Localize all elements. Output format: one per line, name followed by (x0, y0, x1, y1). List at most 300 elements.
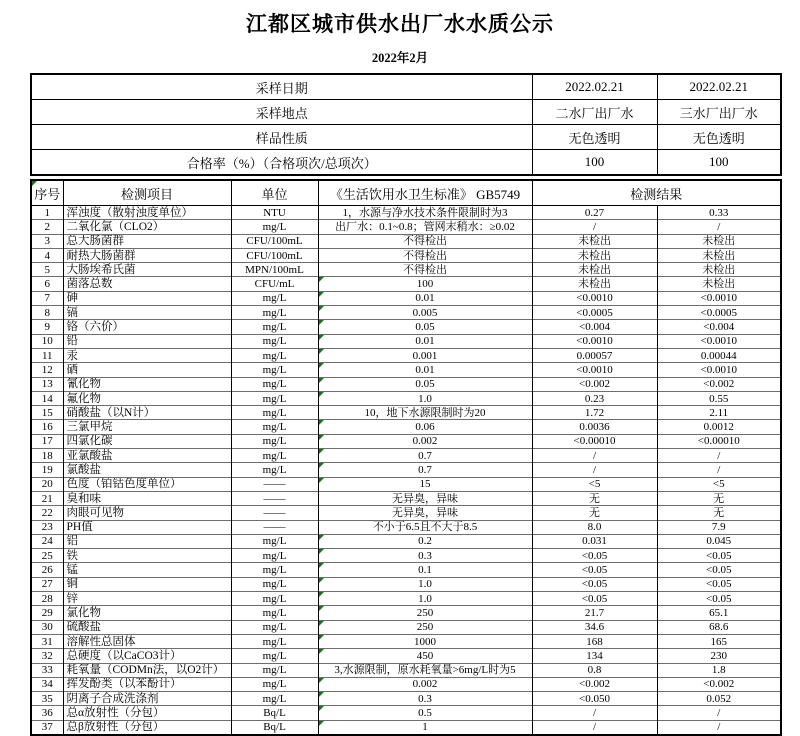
row-result-plant2: 34.6 (532, 620, 657, 634)
row-result-plant3: 0.052 (657, 692, 781, 706)
info-row (31, 74, 781, 100)
excel-flag-icon (319, 478, 324, 483)
row-unit: mg/L (231, 606, 318, 620)
row-result-plant2: <0.0005 (532, 306, 657, 320)
row-item: 硝酸盐（以N计） (63, 406, 231, 420)
column-header-row (31, 180, 781, 206)
row-result-plant3: <0.004 (657, 320, 781, 334)
column-header-no-label: 序号 (34, 186, 61, 202)
row-unit: mg/L (231, 577, 318, 591)
excel-flag-icon (319, 606, 324, 611)
row-result-plant2: <0.0010 (532, 334, 657, 348)
row-unit: —— (231, 477, 318, 491)
row-result-plant3: <0.00010 (657, 434, 781, 448)
info-label: 采样日期 (31, 74, 532, 100)
row-result-plant3: 0.55 (657, 391, 781, 405)
row-unit: mg/L (231, 334, 318, 348)
row-item: 铁 (63, 549, 231, 563)
excel-flag-icon (319, 635, 324, 640)
row-result-plant3: <0.05 (657, 563, 781, 577)
row-result-plant3: 230 (657, 649, 781, 663)
row-unit: —— (231, 491, 318, 505)
row-item: 耗氧量（CODMn法，以O2计） (63, 663, 231, 677)
row-result-plant2: <0.004 (532, 320, 657, 334)
row-unit: mg/L (231, 377, 318, 391)
info-label: 合格率（%）（合格项次/总项次） (31, 150, 532, 176)
excel-flag-icon (319, 420, 324, 425)
row-item: 色度（铂钴色度单位） (63, 477, 231, 491)
row-unit: mg/L (231, 220, 318, 234)
excel-flag-icon (319, 306, 324, 311)
row-standard: 0.1 (318, 563, 532, 577)
row-standard: 0.002 (318, 434, 532, 448)
info-value-plant3: 三水厂出厂水 (657, 100, 781, 125)
row-result-plant2: <0.05 (532, 577, 657, 591)
table-row (31, 606, 781, 620)
row-standard: 无异臭，异味 (318, 506, 532, 520)
row-unit: mg/L (231, 549, 318, 563)
column-header-no (31, 180, 63, 206)
row-no: 32 (31, 649, 63, 663)
row-result-plant2: 无 (532, 491, 657, 505)
row-result-plant3: 65.1 (657, 606, 781, 620)
row-result-plant2: 未检出 (532, 263, 657, 277)
row-result-plant2: 134 (532, 649, 657, 663)
row-result-plant3: 未检出 (657, 277, 781, 291)
excel-flag-icon (319, 678, 324, 683)
row-result-plant2: <0.05 (532, 549, 657, 563)
column-header-result: 检测结果 (532, 180, 781, 206)
table-row (31, 420, 781, 434)
row-standard: 0.3 (318, 692, 532, 706)
row-standard: 1.0 (318, 577, 532, 591)
row-result-plant2: 0.00057 (532, 348, 657, 362)
row-standard: 0.7 (318, 449, 532, 463)
row-unit: mg/L (231, 306, 318, 320)
row-result-plant3: / (657, 449, 781, 463)
row-no: 18 (31, 449, 63, 463)
table-row (31, 592, 781, 606)
table-row (31, 377, 781, 391)
row-standard: 450 (318, 649, 532, 663)
row-standard: 1.0 (318, 391, 532, 405)
excel-flag-icon (319, 378, 324, 383)
row-result-plant3: / (657, 220, 781, 234)
excel-flag-icon (319, 649, 324, 654)
excel-flag-icon (319, 392, 324, 397)
row-item: 汞 (63, 348, 231, 362)
table-row (31, 391, 781, 405)
table-row (31, 291, 781, 305)
row-standard: 0.002 (318, 677, 532, 691)
row-standard: 0.01 (318, 363, 532, 377)
info-value-plant3: 2022.02.21 (657, 74, 781, 100)
table-row (31, 649, 781, 663)
row-item: 镉 (63, 306, 231, 320)
row-item: 浑浊度（散射浊度单位） (63, 206, 231, 220)
table-row (31, 563, 781, 577)
row-result-plant3: <0.0005 (657, 306, 781, 320)
row-standard: 不得检出 (318, 234, 532, 248)
table-row (31, 634, 781, 648)
table-row (31, 534, 781, 548)
row-result-plant3: <0.002 (657, 677, 781, 691)
row-no: 6 (31, 277, 63, 291)
row-result-plant3: 0.33 (657, 206, 781, 220)
row-no: 13 (31, 377, 63, 391)
info-label: 采样地点 (31, 100, 532, 125)
row-unit: CFU/100mL (231, 234, 318, 248)
row-no: 27 (31, 577, 63, 591)
sample-info-table (30, 73, 782, 176)
excel-flag-icon (319, 435, 324, 440)
row-result-plant2: 无 (532, 506, 657, 520)
row-item: 氟化物 (63, 391, 231, 405)
row-no: 19 (31, 463, 63, 477)
row-result-plant2: 0.0036 (532, 420, 657, 434)
row-no: 28 (31, 592, 63, 606)
row-standard: 出厂水：0.1~0.8；管网末稍水：≥0.02 (318, 220, 532, 234)
table-row (31, 363, 781, 377)
excel-flag-icon (319, 721, 324, 726)
excel-flag-icon (319, 592, 324, 597)
table-row (31, 348, 781, 362)
row-no: 29 (31, 606, 63, 620)
row-item: 锰 (63, 563, 231, 577)
row-no: 9 (31, 320, 63, 334)
row-unit: NTU (231, 206, 318, 220)
row-unit: mg/L (231, 320, 318, 334)
info-value-plant3: 100 (657, 150, 781, 176)
results-table (30, 179, 782, 736)
row-result-plant3: 未检出 (657, 234, 781, 248)
row-result-plant2: <0.050 (532, 692, 657, 706)
row-result-plant3: 165 (657, 634, 781, 648)
row-result-plant2: / (532, 449, 657, 463)
row-result-plant3: 0.0012 (657, 420, 781, 434)
row-item: 铬（六价） (63, 320, 231, 334)
row-item: 挥发酚类（以苯酚计） (63, 677, 231, 691)
row-result-plant3: <0.0010 (657, 291, 781, 305)
column-header-unit: 单位 (231, 180, 318, 206)
row-item: 三氯甲烷 (63, 420, 231, 434)
table-row (31, 277, 781, 291)
row-result-plant2: 0.27 (532, 206, 657, 220)
row-no: 15 (31, 406, 63, 420)
row-no: 26 (31, 563, 63, 577)
row-item: 肉眼可见物 (63, 506, 231, 520)
row-result-plant2: 0.031 (532, 534, 657, 548)
info-label: 样品性质 (31, 125, 532, 150)
row-result-plant3: <5 (657, 477, 781, 491)
row-unit: mg/L (231, 406, 318, 420)
table-row (31, 463, 781, 477)
row-standard: 10，地下水源限制时为20 (318, 406, 532, 420)
row-result-plant2: 未检出 (532, 248, 657, 262)
excel-flag-icon (319, 621, 324, 626)
row-unit: mg/L (231, 677, 318, 691)
row-item: 四氯化碳 (63, 434, 231, 448)
row-no: 7 (31, 291, 63, 305)
table-row (31, 434, 781, 448)
row-unit: Bq/L (231, 706, 318, 720)
excel-flag-icon (319, 320, 324, 325)
row-item: 氯化物 (63, 606, 231, 620)
table-row (31, 677, 781, 691)
row-result-plant3: <0.05 (657, 577, 781, 591)
row-unit: mg/L (231, 649, 318, 663)
row-result-plant2: 未检出 (532, 277, 657, 291)
table-row (31, 577, 781, 591)
row-unit: mg/L (231, 663, 318, 677)
row-result-plant2: <0.0010 (532, 291, 657, 305)
row-result-plant2: <0.002 (532, 377, 657, 391)
row-no: 35 (31, 692, 63, 706)
row-standard: 无异臭，异味 (318, 491, 532, 505)
table-row (31, 549, 781, 563)
excel-flag-icon (319, 363, 324, 368)
row-item: 耐热大肠菌群 (63, 248, 231, 262)
row-result-plant2: / (532, 220, 657, 234)
table-row (31, 206, 781, 220)
excel-flag-icon (319, 277, 324, 282)
row-no: 34 (31, 677, 63, 691)
row-unit: mg/L (231, 291, 318, 305)
row-result-plant2: <0.0010 (532, 363, 657, 377)
row-result-plant3: 0.00044 (657, 348, 781, 362)
row-unit: mg/L (231, 391, 318, 405)
row-item: 铅 (63, 334, 231, 348)
row-result-plant2: 1.72 (532, 406, 657, 420)
row-item: 大肠埃希氏菌 (63, 263, 231, 277)
excel-flag-icon (319, 549, 324, 554)
table-row (31, 477, 781, 491)
info-row (31, 150, 781, 176)
row-item: 氰化物 (63, 377, 231, 391)
row-unit: mg/L (231, 634, 318, 648)
row-result-plant3: 无 (657, 491, 781, 505)
row-unit: mg/L (231, 692, 318, 706)
row-no: 1 (31, 206, 63, 220)
row-no: 23 (31, 520, 63, 534)
table-row (31, 234, 781, 248)
row-item: 总硬度（以CaCO3计） (63, 649, 231, 663)
row-result-plant2: / (532, 463, 657, 477)
row-no: 30 (31, 620, 63, 634)
row-standard: 0.05 (318, 320, 532, 334)
row-unit: mg/L (231, 563, 318, 577)
row-result-plant3: <0.05 (657, 592, 781, 606)
row-result-plant3: 无 (657, 506, 781, 520)
row-item: 溶解性总固体 (63, 634, 231, 648)
row-no: 31 (31, 634, 63, 648)
row-item: 亚氯酸盐 (63, 449, 231, 463)
table-row (31, 220, 781, 234)
row-result-plant3: <0.002 (657, 377, 781, 391)
row-item: 氯酸盐 (63, 463, 231, 477)
row-standard: 0.005 (318, 306, 532, 320)
page-title: 江都区城市供水出厂水水质公示 (246, 12, 554, 36)
table-row (31, 692, 781, 706)
row-unit: CFU/mL (231, 277, 318, 291)
row-standard: 0.05 (318, 377, 532, 391)
row-result-plant2: 0.8 (532, 663, 657, 677)
row-standard: 0.3 (318, 549, 532, 563)
row-no: 12 (31, 363, 63, 377)
row-no: 16 (31, 420, 63, 434)
row-result-plant3: 68.6 (657, 620, 781, 634)
table-row (31, 248, 781, 262)
row-result-plant2: <0.05 (532, 592, 657, 606)
row-result-plant2: <0.05 (532, 563, 657, 577)
row-standard: 不得检出 (318, 263, 532, 277)
row-standard: 100 (318, 277, 532, 291)
row-item: 硒 (63, 363, 231, 377)
row-unit: mg/L (231, 534, 318, 548)
table-row (31, 334, 781, 348)
row-unit: mg/L (231, 363, 318, 377)
row-item: 砷 (63, 291, 231, 305)
info-value-plant2: 100 (532, 150, 657, 176)
excel-flag-icon (319, 692, 324, 697)
table-row (31, 263, 781, 277)
row-result-plant3: <0.0010 (657, 363, 781, 377)
column-header-item: 检测项目 (63, 180, 231, 206)
row-result-plant2: <0.002 (532, 677, 657, 691)
table-row (31, 491, 781, 505)
row-standard: 15 (318, 477, 532, 491)
excel-flag-icon (319, 463, 324, 468)
excel-flag-icon (319, 535, 324, 540)
row-standard: 0.2 (318, 534, 532, 548)
report-month: 2022年2月 (371, 51, 429, 65)
row-item: 铜 (63, 577, 231, 591)
row-standard: 250 (318, 606, 532, 620)
row-unit: CFU/100mL (231, 248, 318, 262)
row-result-plant2: <5 (532, 477, 657, 491)
table-row (31, 620, 781, 634)
table-row (31, 306, 781, 320)
row-standard: 0.7 (318, 463, 532, 477)
row-no: 14 (31, 391, 63, 405)
table-row (31, 520, 781, 534)
table-row (31, 720, 781, 735)
table-row (31, 320, 781, 334)
row-unit: mg/L (231, 463, 318, 477)
excel-flag-icon (32, 181, 37, 186)
row-standard: 不得检出 (318, 248, 532, 262)
row-item: 阴离子合成洗涤剂 (63, 692, 231, 706)
table-wrapper (30, 73, 780, 736)
excel-flag-icon (319, 349, 324, 354)
row-unit: Bq/L (231, 720, 318, 735)
row-unit: —— (231, 506, 318, 520)
info-value-plant2: 二水厂出厂水 (532, 100, 657, 125)
row-item: 总β放射性（分包） (63, 720, 231, 735)
row-no: 37 (31, 720, 63, 735)
row-result-plant2: 168 (532, 634, 657, 648)
row-unit: mg/L (231, 420, 318, 434)
row-item: 臭和味 (63, 491, 231, 505)
excel-flag-icon (319, 292, 324, 297)
row-result-plant2: <0.00010 (532, 434, 657, 448)
table-row (31, 663, 781, 677)
row-item: 锌 (63, 592, 231, 606)
row-no: 36 (31, 706, 63, 720)
info-value-plant3: 无色透明 (657, 125, 781, 150)
row-result-plant3: / (657, 720, 781, 735)
row-standard: 1 (318, 720, 532, 735)
row-item: 硫酸盐 (63, 620, 231, 634)
row-result-plant2: 21.7 (532, 606, 657, 620)
row-no: 20 (31, 477, 63, 491)
row-unit: mg/L (231, 620, 318, 634)
row-item: 总α放射性（分包） (63, 706, 231, 720)
row-result-plant3: 1.8 (657, 663, 781, 677)
excel-flag-icon (319, 706, 324, 711)
row-item: 铝 (63, 534, 231, 548)
row-result-plant3: 0.045 (657, 534, 781, 548)
row-standard: 1.0 (318, 592, 532, 606)
row-standard: 1000 (318, 634, 532, 648)
row-no: 3 (31, 234, 63, 248)
row-result-plant3: 7.9 (657, 520, 781, 534)
row-item: 总大肠菌群 (63, 234, 231, 248)
row-standard: 250 (318, 620, 532, 634)
row-item: 菌落总数 (63, 277, 231, 291)
row-no: 8 (31, 306, 63, 320)
excel-flag-icon (319, 449, 324, 454)
row-item: PH值 (63, 520, 231, 534)
table-row (31, 506, 781, 520)
row-standard: 0.01 (318, 291, 532, 305)
row-unit: —— (231, 520, 318, 534)
table-row (31, 449, 781, 463)
row-standard: 不小于6.5且不大于8.5 (318, 520, 532, 534)
row-no: 21 (31, 491, 63, 505)
row-result-plant3: 未检出 (657, 248, 781, 262)
info-value-plant2: 无色透明 (532, 125, 657, 150)
row-no: 5 (31, 263, 63, 277)
row-no: 10 (31, 334, 63, 348)
row-result-plant3: 2.11 (657, 406, 781, 420)
row-result-plant3: 未检出 (657, 263, 781, 277)
row-standard: 0.5 (318, 706, 532, 720)
row-unit: mg/L (231, 592, 318, 606)
row-result-plant3: <0.05 (657, 549, 781, 563)
row-item: 二氧化氯（CLO2） (63, 220, 231, 234)
row-no: 11 (31, 348, 63, 362)
excel-flag-icon (319, 563, 324, 568)
row-result-plant3: / (657, 706, 781, 720)
row-standard: 1，水源与净水技术条件限制时为3 (318, 206, 532, 220)
row-result-plant2: / (532, 720, 657, 735)
table-row (31, 706, 781, 720)
row-no: 17 (31, 434, 63, 448)
info-row (31, 100, 781, 125)
row-no: 2 (31, 220, 63, 234)
row-standard: 0.01 (318, 334, 532, 348)
row-result-plant3: / (657, 463, 781, 477)
row-result-plant2: 8.0 (532, 520, 657, 534)
column-header-standard: 《生活饮用水卫生标准》 GB5749 (318, 180, 532, 206)
row-result-plant2: 0.23 (532, 391, 657, 405)
excel-flag-icon (319, 578, 324, 583)
row-result-plant3: <0.0010 (657, 334, 781, 348)
info-row (31, 125, 781, 150)
row-unit: mg/L (231, 348, 318, 362)
row-unit: mg/L (231, 449, 318, 463)
